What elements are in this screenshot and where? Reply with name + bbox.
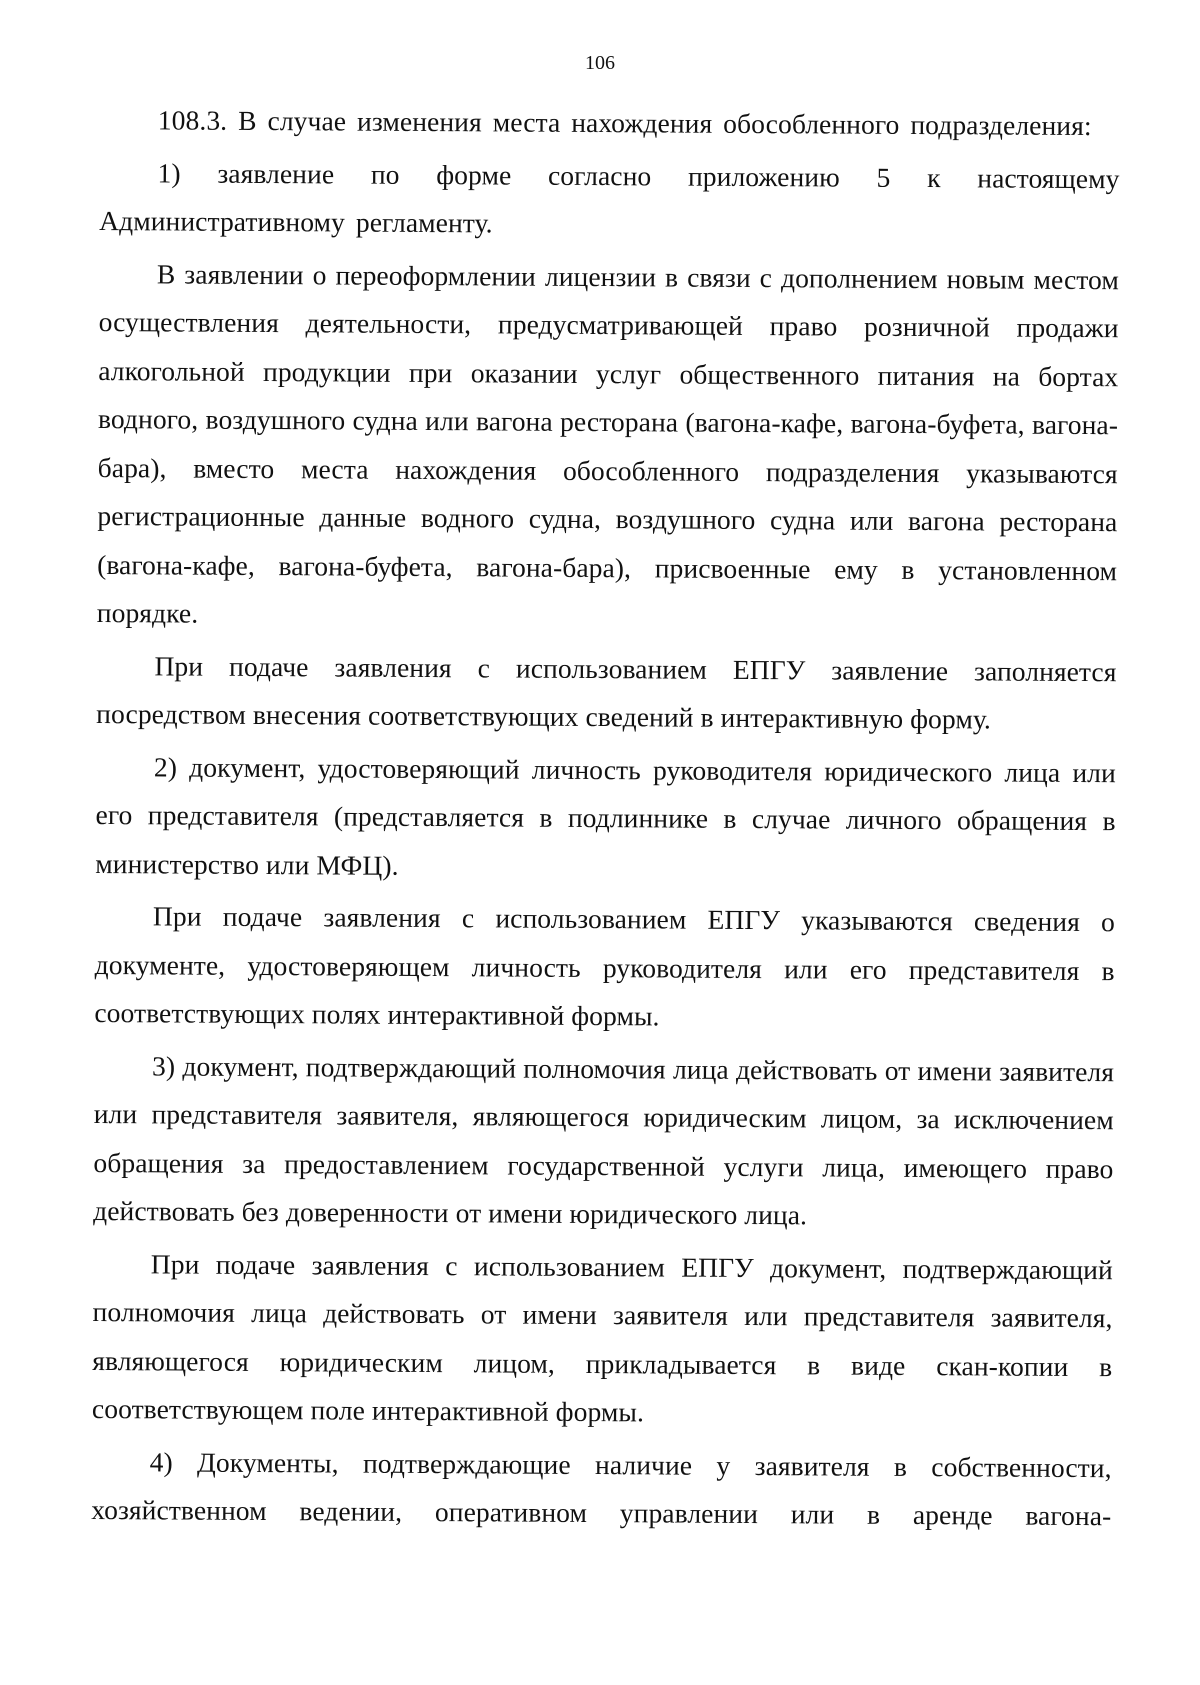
document-body [91, 96, 1120, 1545]
paragraph-item-2: 2) документ, удостоверяющий личность руководителя юридического лица или его представителя (представляется в подлиннике в случае личного обращения в министерство или МФЦ). [95, 750, 1116, 881]
paragraph-108-3: 108.3. В случае изменения места нахождения обособленного подразделения: [157, 104, 1092, 142]
paragraph-epgu-authority: При подаче заявления с использованием ЕПГУ документ, подтверждающий полномочия лица действовать от имени заявителя или представителя заявителя, являющегося юридическим лицом, прикладывается в виде скан-копии в соответствующем поле интерактивной формы. [91, 1247, 1113, 1428]
page-number: 106 [585, 52, 615, 74]
paragraph-item-1: 1) заявление по форме согласно приложению 5 к настоящему Административному регламенту. [99, 156, 1120, 239]
paragraph-item-4: 4) Документы, подтверждающие наличие у заявителя в собственности, хозяйственном ведении, оперативном управлении или в аренде вагона- [91, 1445, 1112, 1532]
paragraph-epgu-form: При подаче заявления с использованием ЕПГУ заявление заполняется посредством внесения соответствующих сведений в интерактивную форму. [96, 649, 1117, 735]
paragraph-reissue-statement: В заявлении о переоформлении лицензии в связи с дополнением новым местом осуществления деятельности, предусматривающей право розничной продажи алкогольной продукции при оказании услуг общественного питания на бортах водного, воздушного судна или вагона ресторана (вагона-кафе, вагона-буфета, вагона-бара), вместо места нахождения обособленного подразделения указываются регистрационные данные водного судна, воздушного судна или вагона ресторана (вагона-кафе, вагона-буфета, вагона-бара), присвоенные ему в установленном порядке. [96, 257, 1119, 629]
paragraph-epgu-identity: При подаче заявления с использованием ЕПГУ указываются сведения о документе, удостоверяющем личность руководителя или его представителя в соответствующих полях интерактивной формы. [94, 900, 1116, 1032]
paragraph-item-3: 3) документ, подтверждающий полномочия лица действовать от имени заявителя или представителя заявителя, являющегося юридическим лицом, за исключением обращения за предоставлением государственной услуги лица, имеющего право действовать без доверенности от имени юридического лица. [93, 1049, 1115, 1231]
